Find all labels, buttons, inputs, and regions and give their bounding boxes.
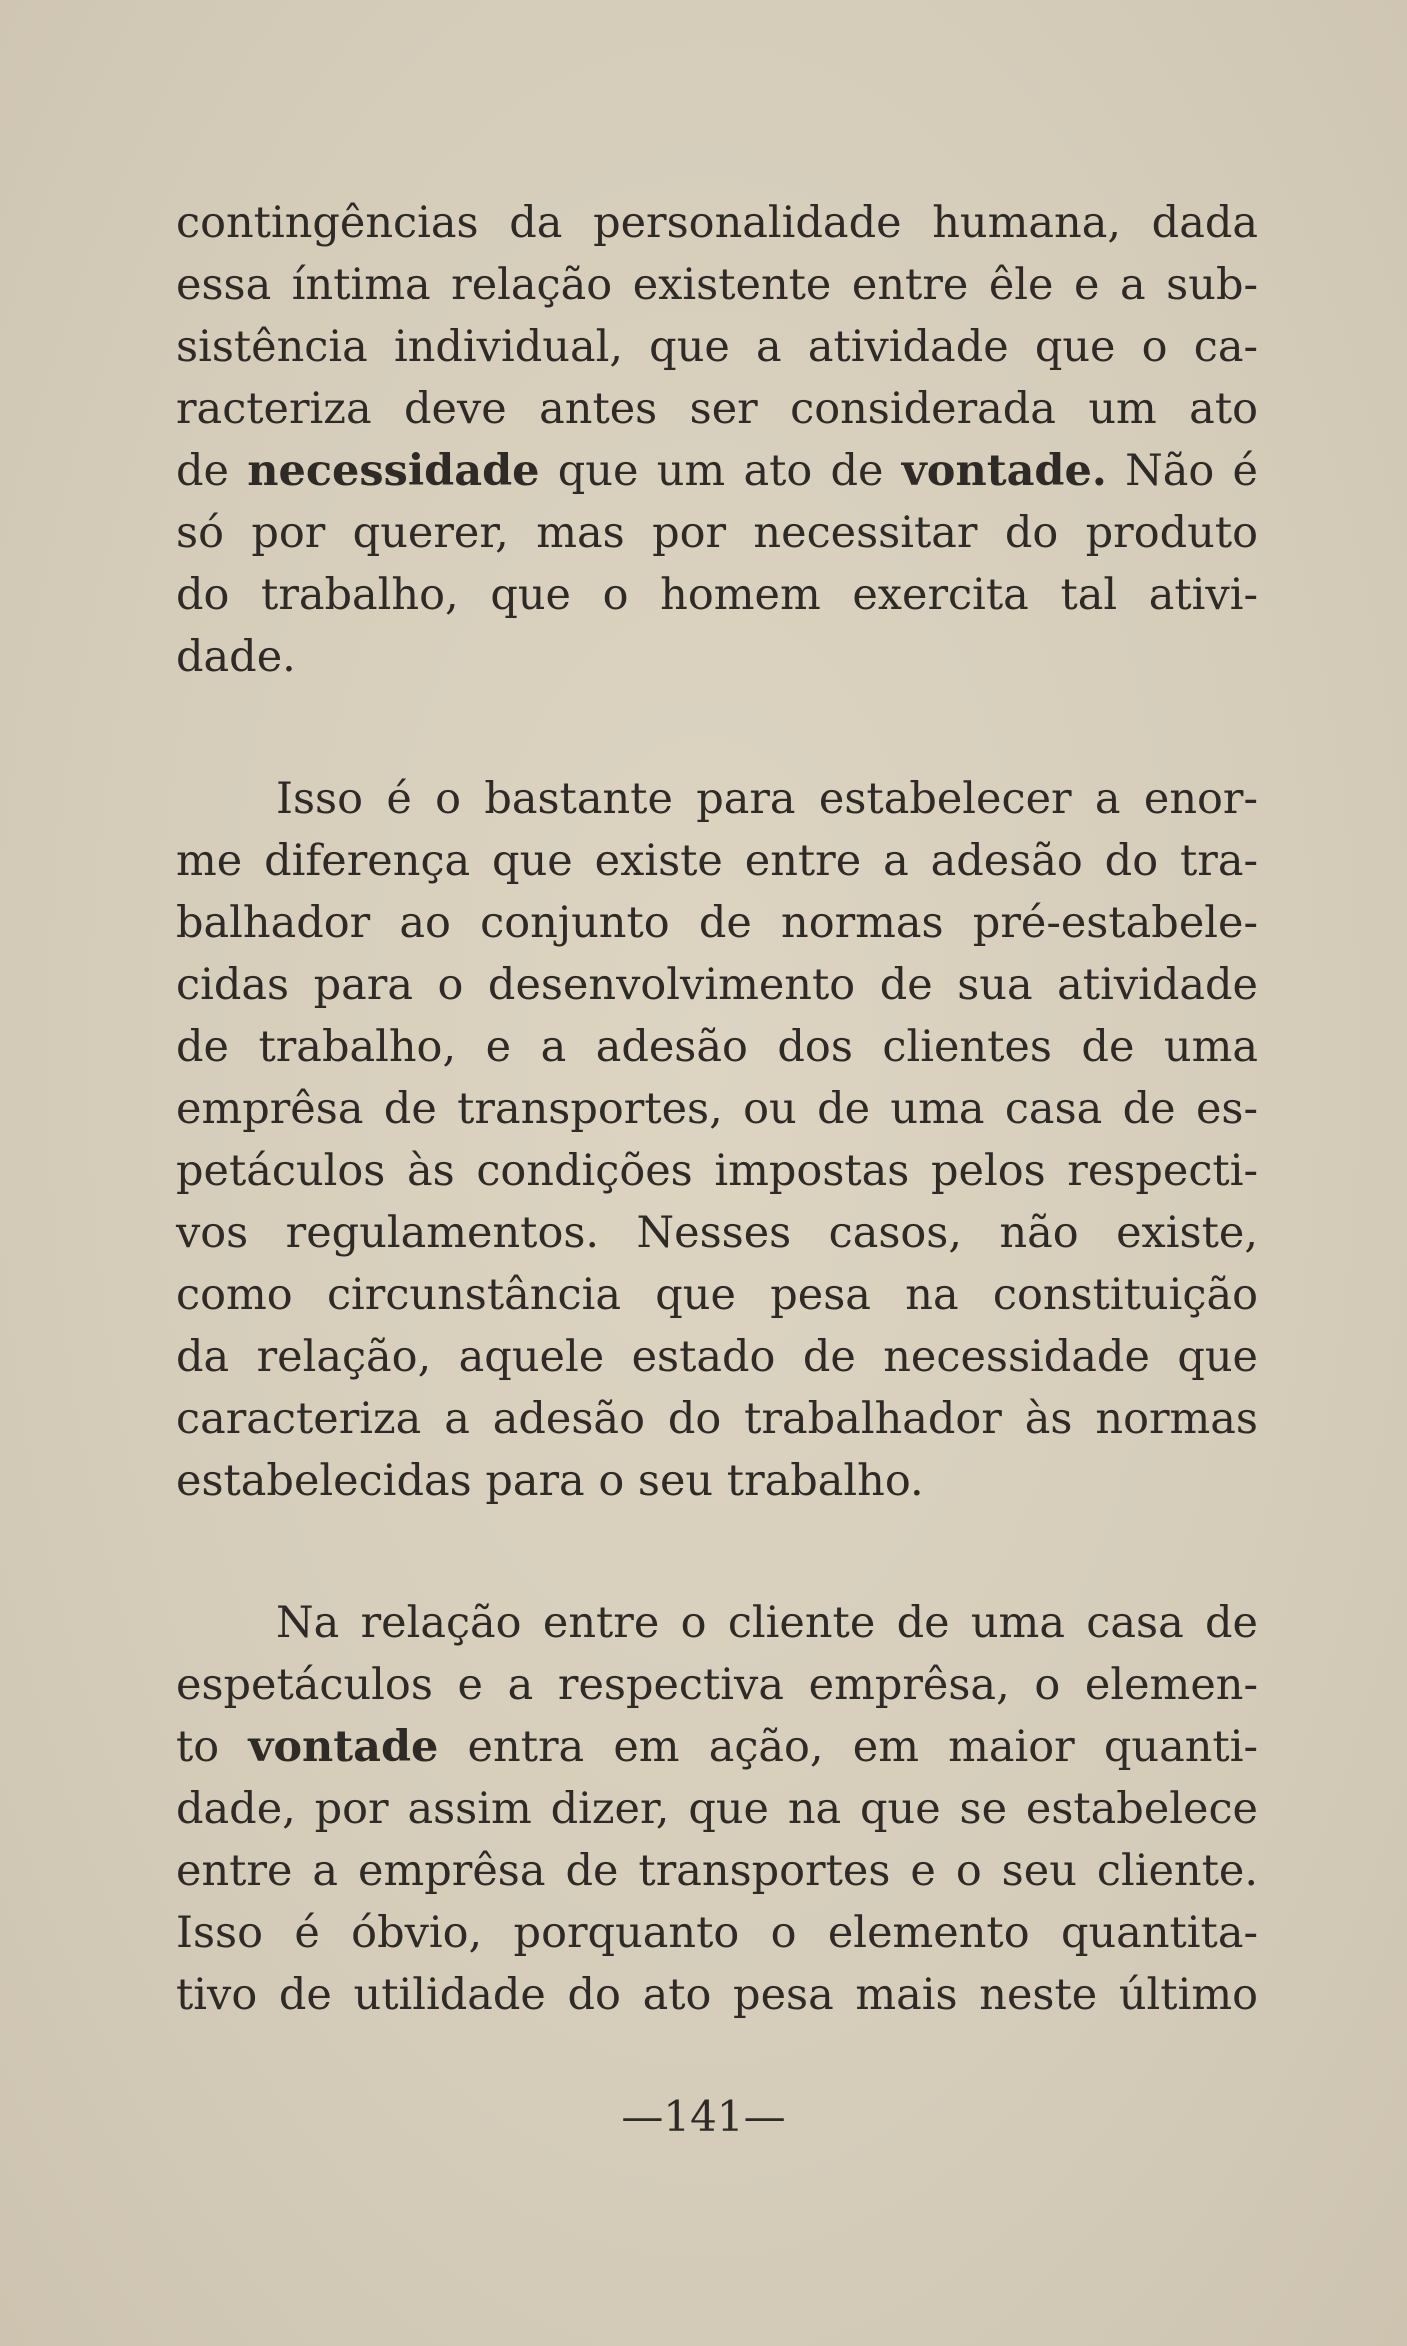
text-line: racteriza deve antes ser considerada um ato (176, 384, 1258, 434)
text-line: do trabalho, que o homem exercita tal ativi- (176, 570, 1258, 620)
text-line: emprêsa de transportes, ou de uma casa de es- (176, 1084, 1258, 1134)
text-line: espetáculos e a respectiva emprêsa, o elemen- (176, 1660, 1258, 1710)
emphasis-term: vontade. (901, 446, 1107, 496)
emphasis-term: vontade (248, 1722, 439, 1772)
paragraph-gap (176, 688, 1258, 768)
emphasis-term: necessidade (247, 446, 540, 496)
paragraph-3 (176, 1592, 1258, 2026)
text-line: dade. (176, 632, 296, 682)
paragraph-2 (176, 768, 1258, 1512)
text-line: petáculos às condições impostas pelos respecti- (176, 1146, 1258, 1196)
text-line: só por querer, mas por necessitar do produto (176, 508, 1258, 558)
text-line: me diferença que existe entre a adesão do tra- (176, 836, 1258, 886)
paragraph-gap (176, 1512, 1258, 1592)
text-line: tivo de utilidade do ato pesa mais neste último (176, 1970, 1258, 2020)
text-line: de necessidade que um ato de vontade. Não é (176, 446, 1258, 496)
text-line: Isso é o bastante para estabelecer a enor- (276, 774, 1258, 824)
text-line: Na relação entre o cliente de uma casa de (276, 1598, 1258, 1648)
text-line: sistência individual, que a atividade que o ca- (176, 322, 1258, 372)
text-line: to vontade entra em ação, em maior quanti- (176, 1722, 1258, 1772)
text-line: caracteriza a adesão do trabalhador às normas (176, 1394, 1258, 1444)
text-line: estabelecidas para o seu trabalho. (176, 1456, 924, 1506)
text-line: Isso é óbvio, porquanto o elemento quantita- (176, 1908, 1258, 1958)
text-line: essa íntima relação existente entre êle e a sub- (176, 260, 1258, 310)
text-line: da relação, aquele estado de necessidade que (176, 1332, 1258, 1382)
text-line: cidas para o desenvolvimento de sua atividade (176, 960, 1258, 1010)
page-number: —141— (621, 2092, 786, 2141)
body-text (176, 192, 1258, 2026)
text-line: vos regulamentos. Nesses casos, não existe, (176, 1208, 1258, 1258)
paragraph-1 (176, 192, 1258, 688)
text-line: balhador ao conjunto de normas pré-estabele- (176, 898, 1258, 948)
text-line: entre a emprêsa de transportes e o seu cliente. (176, 1846, 1258, 1896)
text-line: como circunstância que pesa na constituição (176, 1270, 1258, 1320)
text-line: dade, por assim dizer, que na que se estabelece (176, 1784, 1258, 1834)
text-line: de trabalho, e a adesão dos clientes de uma (176, 1022, 1258, 1072)
text-line: contingências da personalidade humana, dada (176, 198, 1258, 248)
